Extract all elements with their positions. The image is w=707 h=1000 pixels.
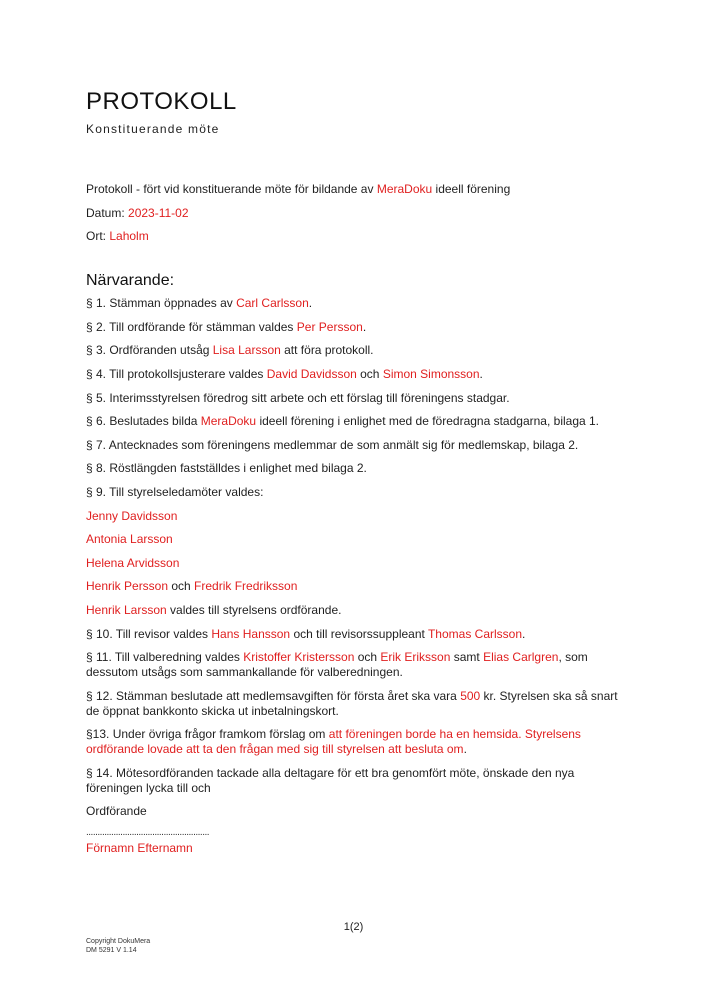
- signature-role: Ordförande: [86, 804, 147, 819]
- intro-line: Protokoll - fört vid konstituerande möte för bildande av MeraDoku ideell förening: [86, 182, 511, 196]
- page-number: 1(2): [343, 921, 364, 933]
- signature-name: Förnamn Efternamn: [86, 841, 193, 856]
- board-chair-line: Henrik Larsson valdes till styrelsens ordförande.: [86, 602, 342, 617]
- paragraph-11: § 11. Till valberedning valdes Kristoffer Kristersson och Erik Eriksson samt Elias Carlgren, som dessutom utsågs som sammankallande för valberedningen.: [86, 650, 588, 680]
- board-member-2: Antonia Larsson: [86, 532, 173, 547]
- place-value: Laholm: [109, 229, 149, 244]
- document-subtitle: Konstituerande möte: [86, 122, 220, 136]
- paragraph-4: § 4. Till protokollsjusterare valdes David Davidsson och Simon Simonsson.: [86, 366, 483, 381]
- association-name: MeraDoku: [376, 182, 433, 196]
- footer-copyright: Copyright DokuMera: [86, 938, 151, 945]
- footer-doc-id: DM 5291 V 1.14: [86, 947, 137, 954]
- board-member-1: Jenny Davidsson: [86, 508, 178, 523]
- signature-line: ......................................................: [86, 827, 210, 839]
- paragraph-3: § 3. Ordföranden utsåg Lisa Larsson att föra protokoll.: [86, 343, 374, 358]
- paragraph-12: § 12. Stämman beslutade att medlemsavgiften för första året ska vara 500 kr. Styrelsen ska så snart de öppnat bankkonto skicka ut inbetalningskort.: [86, 688, 618, 718]
- board-member-4: Henrik Persson och Fredrik Fredriksson: [86, 579, 298, 594]
- board-member-3: Helena Arvidsson: [86, 555, 180, 570]
- paragraph-2: § 2. Till ordförande för stämman valdes Per Persson.: [86, 319, 367, 334]
- date-line: Datum: 2023-11-02: [86, 205, 189, 220]
- paragraph-6: § 6. Beslutades bilda MeraDoku ideell förening i enlighet med de föredragna stadgarna, bilaga 1.: [86, 414, 600, 429]
- document-body: [86, 182, 626, 865]
- paragraph-13: §13. Under övriga frågor framkom förslag om att föreningen borde ha en hemsida. Styrelsens ordförande lovade att ta den frågan med sig till styrelsen att besluta om.: [86, 727, 581, 757]
- footer: [86, 937, 150, 955]
- date-value: 2023-11-02: [128, 205, 189, 220]
- paragraph-5: § 5. Interimsstyrelsen föredrog sitt arbete och ett förslag till föreningens stadgar.: [86, 390, 510, 405]
- paragraph-9: § 9. Till styrelseledamöter valdes:: [86, 484, 264, 499]
- paragraph-8: § 8. Röstlängden fastställdes i enlighet med bilaga 2.: [86, 461, 367, 476]
- document-title: PROTOKOLL: [86, 88, 237, 115]
- paragraph-10: § 10. Till revisor valdes Hans Hansson och till revisorssuppleant Thomas Carlsson.: [86, 626, 526, 641]
- paragraph-1: § 1. Stämman öppnades av Carl Carlsson.: [86, 296, 313, 311]
- place-line: Ort: Laholm: [86, 229, 149, 244]
- paragraph-7: § 7. Antecknades som föreningens medlemmar de som anmält sig för medlemskap, bilaga 2.: [86, 437, 579, 452]
- paragraph-14: § 14. Mötesordföranden tackade alla deltagare för ett bra genomfört möte, önskade den nya föreningen lycka till och: [86, 765, 575, 795]
- attendance-heading: Närvarande:: [86, 272, 175, 290]
